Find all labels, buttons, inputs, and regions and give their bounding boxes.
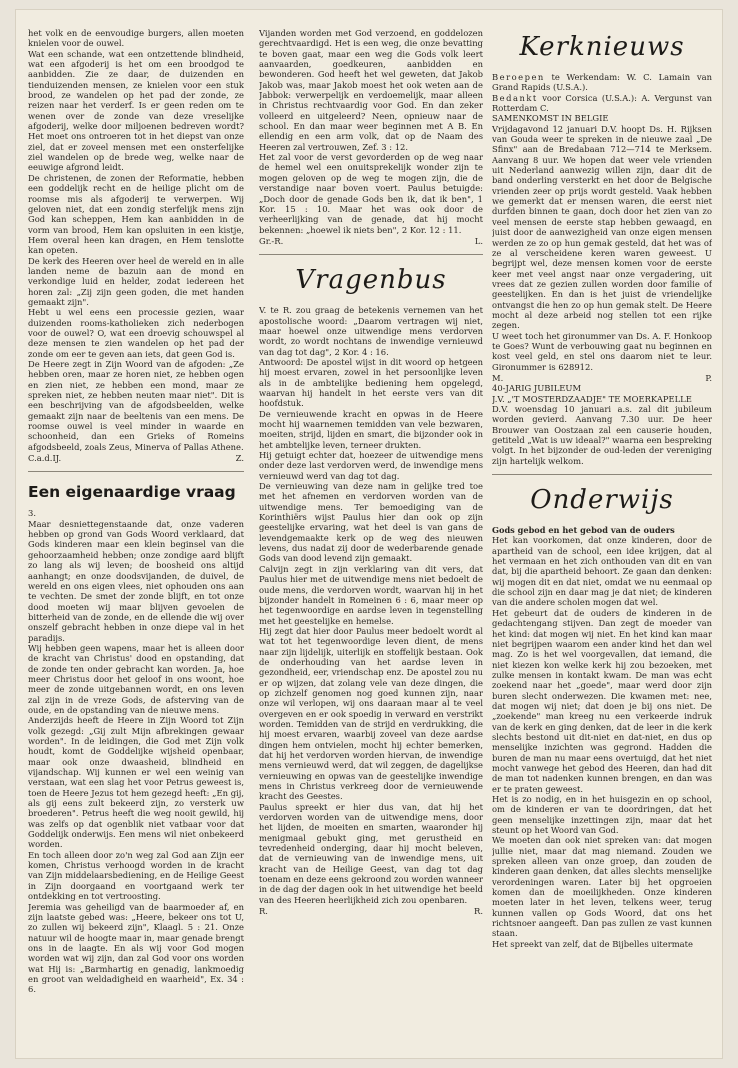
column-middle [259,28,483,1044]
paragraph: Vrijdagavond 12 januari D.V. hoopt Ds. H. Rijksen van Gouda weer te spreken in de nieuwe zaal „De Sfinx" aan de Bredabaan 712—714 te Merksem. Aanvang 8 uur. We hopen dat weer vele vrienden uit Nederland aanwezig willen zijn, daar dit de band onderling versterkt en het door de Belgische vrienden zeer op prijs wordt gesteld. Vaak hebben we gemerkt dat er mensen waren, die eerst niet durfden binnen te gaan, doch door het zien van zo veel mensen de eerste stap hebben gewaagd, en juist door de aanwezigheid van onze eigen mensen werden ze zo op hun gemak gesteld, dat het was of ze al verscheidene keren waren geweest. U begrijpt wel, deze mensen komen voor de eerste keer met veel angst naar onze vergadering, uit vrees dat ze gezien zullen worden door familie of geestelijken. En dan is het juist de vriendelijke ontvangst die hen zo op hun gemak stelt. De Heere mocht al deze arbeid nog stellen tot een rijke zegen. [492,123,712,331]
signature-initials: Gr.-R. [259,235,284,246]
paragraph: En toch alleen door zo'n weg zal God aan Zijn eer komen, Christus verhoogd worden in de kracht van Zijn middelaarsbediening, en de Heilige Geest in Zijn doorgaand en voortgaand werk ter ontdekking en tot vertroosting. [28,849,244,902]
section-heading: Kerknieuws [519,32,685,62]
divider [259,254,483,255]
paragraph: het volk en de eenvoudige burgers, allen moeten knielen voor de ouwel. [28,28,244,49]
article-signature [28,453,244,463]
news-text: voor Corsica (U.S.A.): A. Vergunst van Rotterdam C. [492,92,712,114]
column-left [28,28,244,1044]
subheading: 40-JARIG JUBILEUM [492,383,582,394]
paragraph: De kerk des Heeren over heel de wereld en in alle landen neme de bazuin aan de mond en verkondige luid en helder, zodat iedereen het horen zal: „Zij zijn geen goden, die met handen gemaakt zijn". [28,255,244,307]
paragraph: Wat een schande, wat een ontzettende blindheid, wat een afgoderij is het om een broodgod te aanbidden. Zie ze daar, de duizenden en tienduizenden mensen, ze knielen voor een stuk brood, ze wandelen op het pad der zonde, ze reizen naar het verderf. Is er geen reden om te wenen over de zonde van deze vreselijke afgoderij, welke door miljoenen bedreven wordt? Het moet ons ontroeren tot in het diepst van onze ziel, dat er zoveel mensen met een onsterfelijke ziel wandelen op de brede weg, welke naar de eeuwige afgrond leidt. [28,48,244,173]
paragraph: U weet toch het gironummer van Ds. A. F. Honkoop te Goes? Wunt de verbouwing gaat nu beginnen en kost veel geld, en stel ons daarom niet te leur. Gironummer is 628912. [492,330,712,372]
paragraph: De Heere zegt in Zijn Woord van de afgoden: „Ze hebben oren, maar ze horen niet, ze hebben ogen en zien niet, ze hebben een mond, maar ze spreken niet, ze hebben neuten maar niet". Dit is een beschrijving van de afgodsbeelden, welke gemaakt zijn naar de beeltenis van een mens. De roomse ouwel is veel minder in waarde en schoonheid, dan een Grieks of Romeins afgodsbeeld, zoals Zeus, Minerva of Pallas Athene. [28,359,244,452]
subheading: J.V. „'T MOSTERDZAADJE" TE MOERKAPELLE [492,393,692,404]
news-item [492,93,712,114]
article-signature [259,236,483,246]
divider [28,471,244,472]
paragraph: Wij hebben geen wapens, maar het is alleen door de kracht van Christus' dood en opstanding, dat de zonde ten onder gebracht kan worden. Ja, hoe meer Christus door het geloof in ons woont, hoe meer de zonde uitgebannen wordt, en ons leven zal zijn in de vreze Gods, de afsterving van de oude, en de opstanding van de nieuwe mens. [28,642,244,715]
divider [492,474,712,475]
news-text: te Werkendam: W. C. Lamain van Grand Rapids (U.S.A.). [492,72,712,93]
paragraph: Vijanden worden met God verzoend, en goddelozen gerechtvaardigd. Het is een weg, die onze bevatting te boven gaat, maar een weg die Gods volk leert aanvaarden, goedkeuren, aanbidden en bewonderen. God heeft het wel geweten, dat Jakob Jakob was, maar Jakob moest het ook weten aan de Jabbok: verwerpelijk en verdoemelijk, maar alleen in Christus rechtvaardig voor God. En dan zeker volleerd en uitgeleerd? Neen, opnieuw naar de school. En dan maar weer beginnen met A B. En ellendig en een arm volk, dat op de Naam des Heeren zal vertrouwen, Zef. 3 : 12. [259,28,483,152]
paragraph: Anderzijds heeft de Heere in Zijn Woord tot Zijn volk gezegd: „Gij zult Mijn afbrekingen gewaar worden". In de leidingen, die God met Zijn volk houdt, komt de Goddelijke wijsheid openbaar, maar ook onze dwaasheid, blindheid en vijandschap. Wij kunnen er wel een weinig van verstaan, wat een slag het voor Petrus geweest is, toen de Heere Jezus tot hem gezegd heeft: „En gij, als gij eens zult bekeerd zijn, zo versterk uw broederen". Petrus heeft die weg nooit gewild, hij was zelfs op dat ogenblik niet vatbaar voor dat Goddelijk onderwijs. Een mens wil niet onbekeerd worden. [28,715,244,850]
subheading: SAMENKOMST IN BELGIE [492,113,609,124]
signature-letter: Z. [235,453,244,464]
paragraph: Het kan voorkomen, dat onze kinderen, door de apartheid van de school, een idee krijgen, dat al het vermaan en het zich onthouden van dit en van dat, bij die apartheid behoort. Ze gaan dan denken: wij mogen dit en dat niet, omdat we nu eenmaal op die school zijn en daar mag je dat niet; de kinderen van die andere scholen mogen dat wel. [492,535,712,608]
signature-initials: M. [492,372,504,383]
paragraph: Antwoord: De apostel wijst in dit woord op hetgeen hij moest ervaren, zowel in het persoonlijke leven als in de ambtelijke bediening hem opgelegd, waarvan hij handelt in het eerste vers van dit hoofdstuk. [259,356,483,409]
section-heading: Onderwijs [530,485,674,516]
signature-letter: R. [474,906,483,917]
section-heading: Vragenbus [295,265,447,296]
news-item [492,72,712,93]
article-number: 3. [28,508,36,519]
paragraph: Calvijn zegt in zijn verklaring van dit vers, dat Paulus hier met de uitwendige mens niet bedoelt de oude mens, die verdorven wordt, waarvan hij in het bijzonder handelt in Romeinen 6 : 6, maar meer op het tegenwoordige en aardse leven in tegenstelling met het geestelijke en hemelse. [259,563,483,626]
signature-initials: C.a.d.IJ. [28,453,62,464]
paragraph: Paulus spreekt er hier dus van, dat hij het verdorven worden van de uitwendige mens, door het lijden, de moeiten en smarten, waaronder hij menigmaal gebukt ging, met gerustheid en tevredenheid onderging, daar hij mocht beleven, dat de vernieuwing van de inwendige mens, uit kracht van de Heilige Geest, van dag tot dag toenam en deze eens gekroond zou worden wanneer in de dag der dagen ook in het uitwendige het beeld van des Heeren heerlijkheid zich zou openbaren. [259,801,483,905]
paragraph: We moeten dan ook niet spreken van: dat mogen jullie niet, maar dat mag niemand. Zouden we spreken alleen van onze groep, dan zouden de kinderen gaan denken, dat alles slechts menselijke verordeningen waren. Later bij het opgroeien komen dan de moeilijkheden. Onze kinderen moeten later in het leven, telkens weer, terug kunnen vallen op Gods Woord, dat ons het richtsnoer aangeeft. Dan pas zullen ze vast kunnen staan. [492,835,712,939]
paragraph: Het is zo nodig, en in het huisgezin en op school, om de kinderen er van te doordringen, dat het geen menselijke inzettingen zijn, maar dat het steunt op het Woord van God. [492,794,712,836]
paragraph: Jeremia was geheiligd van de baarmoeder af, en zijn laatste gebed was: „Heere, bekeer ons tot U, zo zullen wij bekeerd zijn", Klaagl. 5 : 21. Onze natuur wil de hoogte maar in, maar genade brengt ons in de laagte. En als wij voor God mogen worden wat wij zijn, dan zal God voor ons worden wat Hij is: „Barmhartig en genadig, lankmoedig en groot van weldadigheid en waarheid", Ex. 34 : 6. [28,901,244,995]
article-signature [259,906,483,916]
signature-initials: R. [259,906,268,917]
paragraph: Het spreekt van zelf, dat de Bijbelles uitermate [492,938,693,949]
signature-letter: P. [705,372,712,383]
news-label: Bedankt [492,92,538,103]
news-label: Beroepen [492,72,545,82]
paragraph: De christenen, de zonen der Reformatie, hebben een goddelijk recht en de heilige plicht om de roomse mis als afgoderij te verwerpen. Wij geloven niet, dat een zondig sterfelijk mens zijn God kan scheppen, Hem kan aanbidden in de vorm van brood, Hem kan opsluiten in een kistje, Hem overal heen kan dragen, en Hem tenslotte kan opeten. [28,172,244,256]
article-subtitle: Gods gebod en het gebod van de ouders [492,525,675,536]
paragraph: Hij zegt dat hier door Paulus meer bedoelt wordt al wat tot het tegenwoordige leven dient, de mens naar zijn lijdelijk, uiterlijk en stoffelijk bestaan. Ook de onderhouding van het aardse leven in gezondheid, eer, vriendschap enz. De apostel zou nu er op wijzen, dat zolang vele van deze dingen, die op zichzelf genomen nog goed kunnen zijn, naar onze wil verlopen, wij ons daaraan maar al te veel overgeven en er ook spoedig in verward en verstrikt worden. Temidden van de strijd en verdrukking, die hij moest ervaren, waarbij zoveel van deze aardse dingen hem ontvielen, mocht hij echter bemerken, dat hij het verdorven worden hiervan, de inwendige mens vernieuwd werd, dat wil zeggen, de dagelijkse vernieuwing en opwas van de geestelijke inwendige mens in Christus verkreeg door de vernieuwende kracht des Geestes. [259,625,483,802]
paragraph: Maar desniettegenstaande dat, onze vaderen hebben op grond van Gods Woord verklaard, dat Gods kinderen maar een klein beginsel van die gehoorzaamheid hebben; onze zondige aard blijft zo lang als wij leven; de boosheid ons altijd aanhangt; en onze doodsvijanden, de duivel, de wereld en ons eigen vlees, niet ophouden ons aan te vechten. De smet der zonde blijft, en tot onze dood moeten wij maar blijven gevoelen de bitterheid van de zonde, en de ellende die wij over onszelf gebracht hebben in onze diepe val in het paradijs. [28,518,244,643]
column-right [492,28,712,1044]
paragraph: Het gebeurt dat de ouders de kinderen in de gedachtengang stijven. Dan zegt de moeder van het kind: dat mogen wij niet. En het kind kan maar niet begrijpen waarom een ander kind het dan wel mag. Zo is het wel voorgevallen, dat iemand, die niet kiezen kon welke kerk hij zou bezoeken, met zulke mensen in kontakt kwam. De man was echt zoekend naar het „goede", maar werd door zijn buren slecht onderwezen. Die kwamen met: nee, dat mogen wij niet; dat doen je bij ons niet. De „zoekende" man kreeg nu een verkeerde indruk van de kerk en ging denken, dat de leer in die kerk slechts bestond uit dit-niet en dat-niet, en dus op menselijke inzichten was gegrond. Hadden die buren de man nu maar eens overtuigd, dat het niet mocht vanwege het gebod des Heeren, dan had dit de man tot nadenken kunnen brengen, en dan was er te praten geweest. [492,607,712,794]
paragraph: De vernieuwing van deze nam in gelijke tred toe met het afnemen en verdorven worden van de uitwendige mens. Ter bemoediging van de Korinthiërs wijst Paulus hier dan ook op zijn geestelijke ervaring, wat het deel is van gans de levendgemaakte kerk op de weg des nieuwen levens, dus nadat zij door de wederbarende genade Gods van dood levend zijn gemaakt. [259,481,483,564]
paragraph: V. te R. zou graag de betekenis vernemen van het apostolische woord: „Daarom vertragen wij niet, maar hoewel onze uitwendige mens verdorven wordt, zo wordt nochtans de inwendige vernieuwd van dag tot dag", 2 Kor. 4 : 16. [259,305,483,357]
paragraph: D.V. woensdag 10 januari a.s. zal dit jubileum worden gevierd. Aanvang 7.30 uur. De heer Brouwer van Oostzaan zal een causerie houden, getiteld „Wat is uw ideaal?" waarna een bespreking volgt. In het bijzonder de oud-leden der vereniging zijn hartelijk welkom. [492,404,712,466]
paragraph: Het zal voor de verst gevorderden op de weg naar de hemel wel een onuitsprekelijk wonder zijn te mogen geloven op de weg te mogen zijn, die de verstandige naar boven voert. Paulus betuigde: „Doch door de genade Gods ben ik, dat ik ben", 1 Kor. 15 : 10. Maar het was ook door de verheerlijking van de genade, dat hij mocht bekennen: „hoewel ik niets ben", 2 Kor. 12 : 11. [259,152,483,235]
paragraph: De vernieuwende kracht en opwas in de Heere mocht hij waarnemen temidden van vele bezwaren, moeiten, strijd, lijden en smart, die bijzonder ook in het ambtelijke leven, terneer drukten. [259,408,483,450]
newspaper-page [16,10,722,1058]
paragraph: Hebt u wel eens een processie gezien, waar duizenden rooms-katholieken zich nederbogen voor de ouwel? O, wat een droevig schouwspel al deze mensen te zien wandelen op het pad der zonde om eer te geven aan iets, dat geen God is. [28,307,244,359]
paragraph: Hij getuigt echter dat, hoezeer de uitwendige mens onder deze last verdorven werd, de inwendige mens vernieuwd werd van dag tot dag. [259,450,483,481]
article-signature [492,373,712,383]
signature-letter: L. [474,235,483,246]
article-heading: Een eigenaardige vraag [28,483,236,502]
